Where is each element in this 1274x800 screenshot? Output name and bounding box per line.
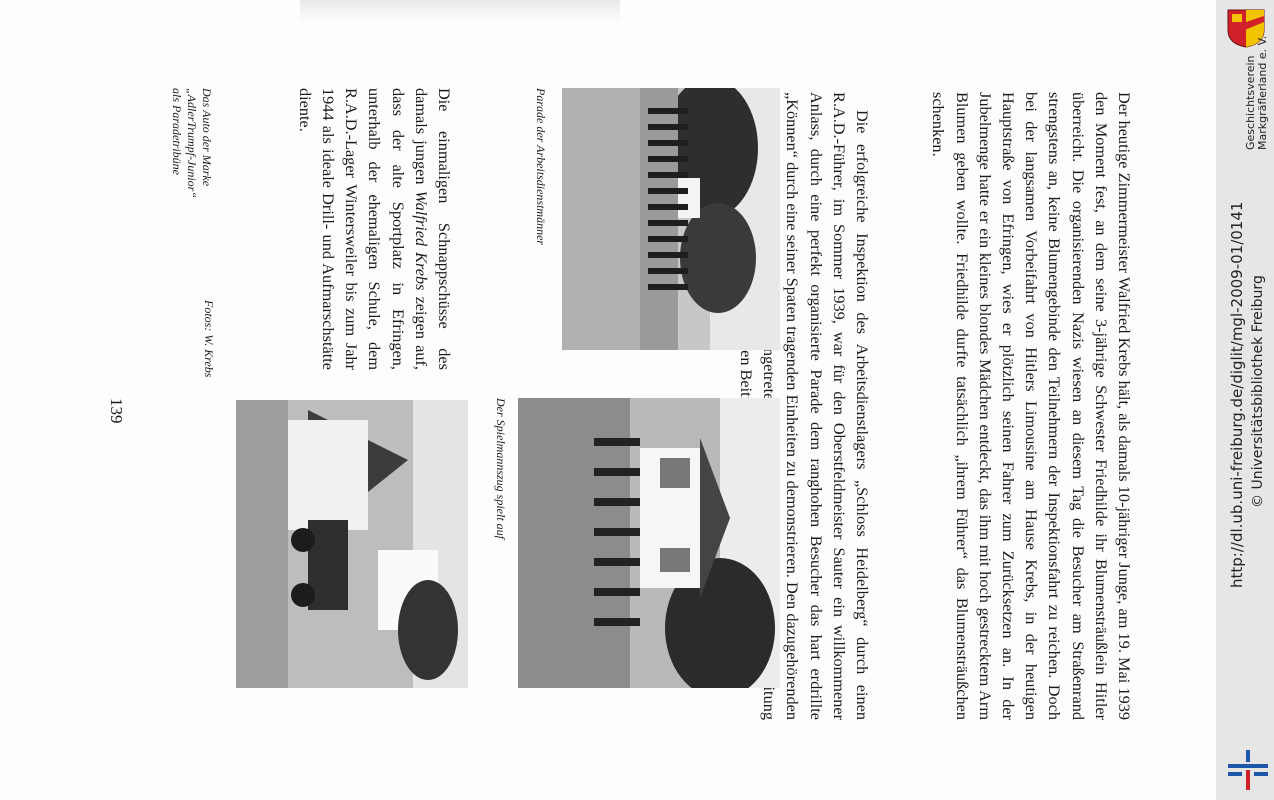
paragraph-3-text: Die einmaligen Schnappschüsse des damals jungen Walfried Krebs zeigen auf, dass der alte Sportplatz in Efringen, unterhalb der ehemaligen Schule, dem R.A.D.-Lager Wintersweiler bis zum Jahr 1944 als ideale Drill- und Aufmarschstätte diente. xyxy=(295,88,454,370)
page-number: 139 xyxy=(107,398,126,424)
university-library-logo-icon xyxy=(1226,748,1270,792)
photo-credit: Fotos: W. Krebs xyxy=(202,300,216,378)
caption-car xyxy=(169,88,214,238)
paragraph-2: Die erfolgreiche Inspektion des Arbeitsdienstlagers „Schloss Heidelberg“ durch einen R.A.D.-Führer, im Sommer 1939, war für den Oberstfeldmeister Sauter ein willkommener Anlass, durch eine perfekt organisierte Parade dem ranghohen Besucher das hart erdrillte „Können“ durch eine seiner Spaten tragenden Einheiten zu demonstrieren. Den dazugehörenden angetretene Leitung xyxy=(760,92,872,720)
source-url[interactable]: http://dl.ub.uni-freiburg.de/diglit/mgl-2009-01/0141 xyxy=(1228,201,1246,588)
copyright-notice: © Universitätsbibliothek Freiburg xyxy=(1250,275,1266,508)
caption-band: Der Spielmannszug spielt auf xyxy=(494,398,508,539)
society-name-line2: Markgräflerland e. V. xyxy=(1256,35,1269,150)
caption-car-line1: Das Auto der Marke „AdlerTrumpf-Junior“ xyxy=(185,88,214,199)
photo-parade xyxy=(562,88,780,350)
caption-car-line2: als Paradetribüne xyxy=(170,88,184,175)
photo-band xyxy=(518,398,780,688)
paragraph-3 xyxy=(294,88,456,370)
caption-parade: Parade der Arbeitsdienstmänner xyxy=(534,88,548,246)
paragraph-1: Der heutige Zimmermeister Walfried Krebs hält, als damals 10-jähriger Junge, am 19. Mai 1939 den Moment fest, an dem seine 3-jährige Schwester Friedhilde ihr Blumensträußlein Hitler überreicht. Die organisierenden Nazis wiesen an diesem Tag die Besucher am Straßenrand strengstens an, keine Blumengebinde den Teilnehmern der Inspektionsfahrt zu reichen. Doch bei der langsamen Vorbeifahrt von Hitlers Limousine am Hause Krebs, in der heutigen Hauptstraße von Efringen, wies er plötzlich seinen Fahrer zum Zurücksetzen an. In der Jubelmenge hatte er ein kleines blondes Mädchen entdeckt, das ihm mit hoch gestrecktem Arm Blumen geben wollte. Friedhilde durfte tatsächlich „ihrem Führer“ das Blumensträußchen schenken. xyxy=(929,92,1134,720)
paragraph-3-emphasis: Walfried Krebs xyxy=(411,190,431,291)
society-name: Geschichtsverein xyxy=(1244,55,1257,150)
photo-car-tribune xyxy=(236,400,468,688)
